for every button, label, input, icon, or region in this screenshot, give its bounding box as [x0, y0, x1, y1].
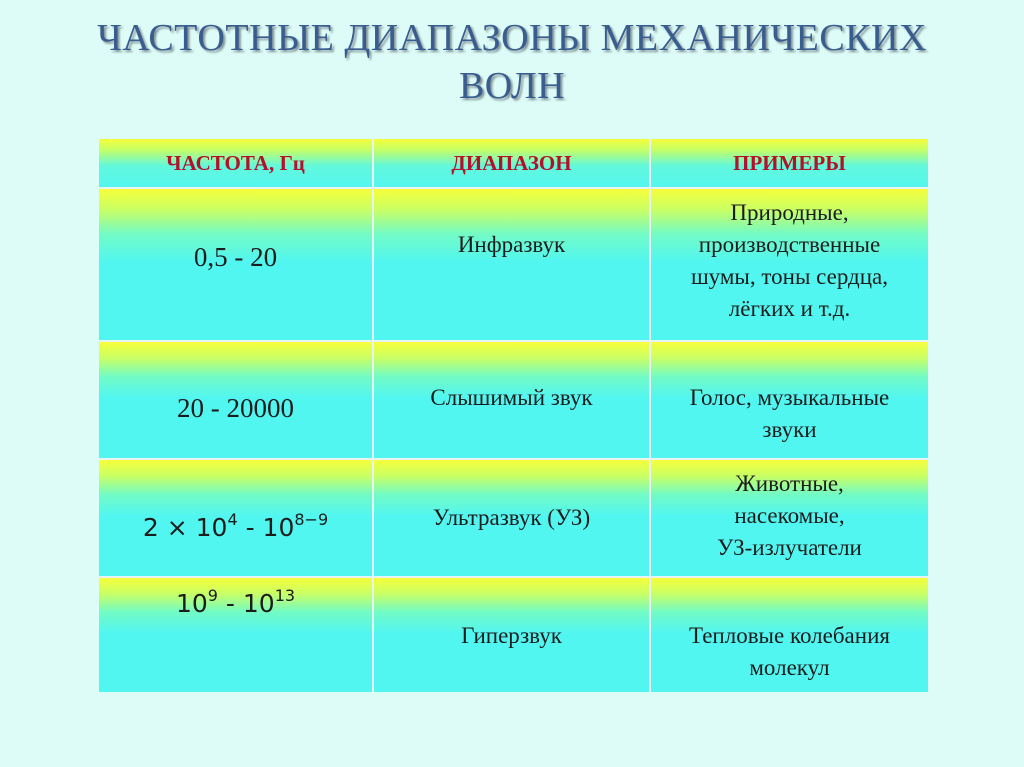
examples-line: шумы, тоны сердца,	[690, 264, 889, 289]
frequency-cell	[99, 189, 374, 342]
examples-line: УЗ-излучатели	[717, 535, 862, 560]
frequency-cell	[99, 460, 374, 578]
range-cell	[374, 578, 651, 692]
examples-line: звуки	[762, 417, 817, 442]
table-row	[99, 342, 928, 460]
range-cell	[374, 189, 651, 342]
range-value: Инфразвук	[457, 232, 566, 257]
examples-line: насекомые,	[734, 503, 845, 528]
frequency-separator: - 10	[217, 589, 275, 618]
frequency-prefix: 2 × 10	[142, 513, 228, 542]
slide-title	[0, 14, 1024, 110]
frequency-ranges-table	[99, 139, 928, 692]
examples-text	[651, 468, 928, 564]
examples-line: производственные	[698, 232, 881, 257]
frequency-exponent: 13	[274, 586, 296, 605]
examples-line: молекул	[749, 655, 830, 680]
examples-text	[651, 197, 928, 325]
examples-line: Природные,	[730, 200, 849, 225]
table-row	[99, 460, 928, 578]
examples-text	[651, 382, 928, 446]
frequency-value	[99, 512, 372, 544]
slide-title-line-1: ЧАСТОТНЫЕ ДИАПАЗОНЫ МЕХАНИЧЕСКИХ	[97, 17, 927, 59]
header-examples: ПРИМЕРЫ	[651, 139, 928, 189]
frequency-exponent: 9	[207, 586, 218, 605]
examples-cell	[651, 460, 928, 578]
range-value: Ультразвук (УЗ)	[432, 505, 591, 530]
examples-cell	[651, 189, 928, 342]
frequency-value	[99, 588, 372, 620]
frequency-exponent: 8−9	[294, 510, 329, 529]
frequency-cell	[99, 578, 374, 692]
slide-title-line-2: ВОЛН	[458, 65, 566, 107]
range-cell	[374, 342, 651, 460]
examples-cell	[651, 342, 928, 460]
examples-text	[651, 620, 928, 684]
frequency-value: 20 - 20000	[177, 393, 294, 423]
table-row	[99, 578, 928, 692]
examples-line: лёгких и т.д.	[728, 296, 851, 321]
examples-line: Животные,	[735, 471, 844, 496]
examples-cell	[651, 578, 928, 692]
table-header-row	[99, 139, 928, 189]
range-value: Слышимый звук	[430, 385, 593, 410]
header-frequency: ЧАСТОТА, Гц	[99, 139, 374, 189]
table-row	[99, 189, 928, 342]
frequency-value: 0,5 - 20	[193, 242, 278, 272]
range-value: Гиперзвук	[461, 623, 562, 648]
range-cell	[374, 460, 651, 578]
frequency-exponent: 4	[227, 510, 238, 529]
frequency-separator: - 10	[237, 513, 295, 542]
examples-line: Тепловые колебания	[689, 623, 890, 648]
frequency-cell	[99, 342, 374, 460]
header-range: ДИАПАЗОН	[374, 139, 651, 189]
examples-line: Голос, музыкальные	[689, 385, 890, 410]
frequency-base: 10	[175, 589, 208, 618]
